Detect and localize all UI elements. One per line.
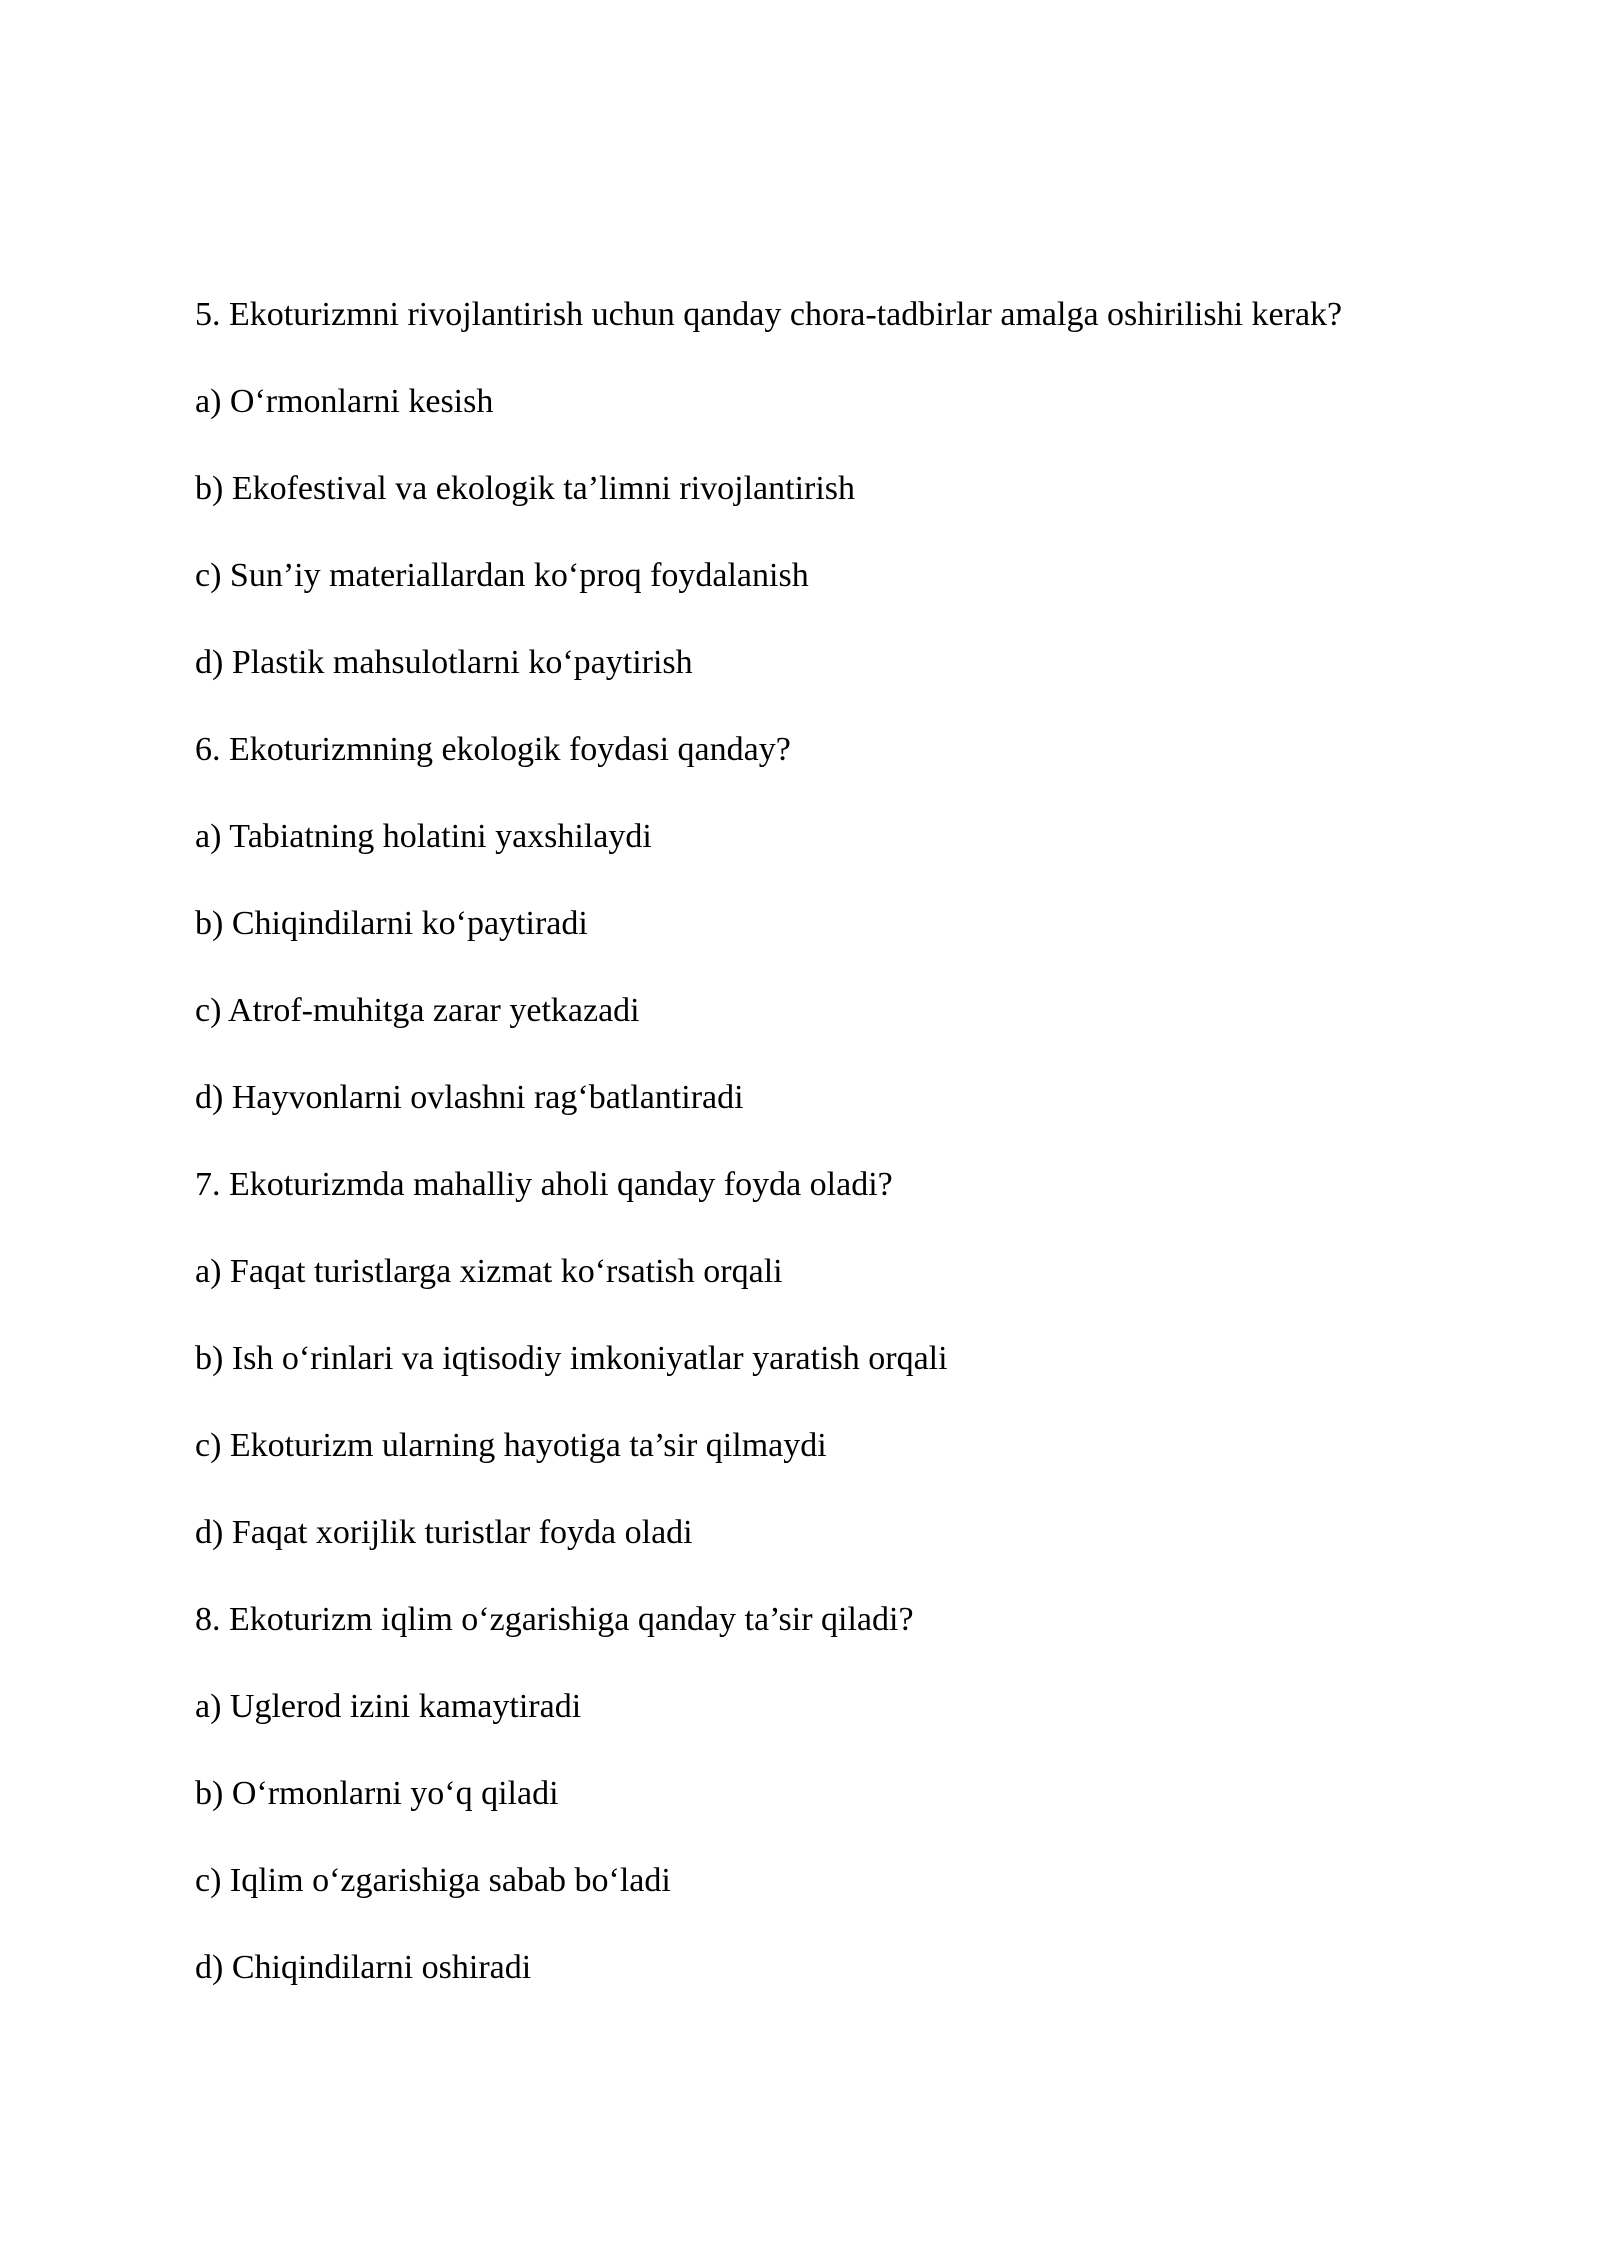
- q7-option-a: a) Faqat turistlarga xizmat ko‘rsatish orqali: [195, 1253, 783, 1290]
- spacer: [195, 957, 1413, 978]
- spacer: [195, 1218, 1413, 1239]
- q7-option-c: c) Ekoturizm ularning hayotiga ta’sir qilmaydi: [195, 1427, 827, 1464]
- spacer: [195, 609, 1413, 630]
- q6-option-c: c) Atrof-muhitga zarar yetkazadi: [195, 992, 640, 1029]
- q8-option-c: c) Iqlim o‘zgarishiga sabab bo‘ladi: [195, 1862, 671, 1899]
- spacer: [195, 348, 1413, 369]
- spacer: [195, 1740, 1413, 1761]
- q6-option-d: d) Hayvonlarni ovlashni rag‘batlantiradi: [195, 1079, 744, 1116]
- spacer: [195, 1653, 1413, 1674]
- spacer: [195, 1479, 1413, 1500]
- q8-option-b: b) O‘rmonlarni yo‘q qiladi: [195, 1775, 559, 1812]
- q7-option-d: d) Faqat xorijlik turistlar foyda oladi: [195, 1514, 693, 1551]
- question-8: 8. Ekoturizm iqlim o‘zgarishiga qanday ta’sir qiladi?: [195, 1601, 914, 1638]
- q6-option-b: b) Chiqindilarni ko‘paytiradi: [195, 905, 588, 942]
- spacer: [195, 1827, 1413, 1848]
- q5-option-a: a) O‘rmonlarni kesish: [195, 383, 494, 420]
- spacer: [195, 1131, 1413, 1152]
- q5-option-d: d) Plastik mahsulotlarni ko‘paytirish: [195, 644, 693, 681]
- spacer: [195, 1044, 1413, 1065]
- q8-option-d: d) Chiqindilarni oshiradi: [195, 1949, 532, 1986]
- spacer: [195, 522, 1413, 543]
- document-page: [195, 282, 1413, 2001]
- spacer: [195, 435, 1413, 456]
- spacer: [195, 1392, 1413, 1413]
- q5-option-b: b) Ekofestival va ekologik ta’limni rivojlantirish: [195, 470, 856, 507]
- q5-option-c: c) Sun’iy materiallardan ko‘proq foydalanish: [195, 557, 809, 594]
- question-7: 7. Ekoturizmda mahalliy aholi qanday foyda oladi?: [195, 1166, 893, 1203]
- question-5: 5. Ekoturizmni rivojlantirish uchun qanday chora-tadbirlar amalga oshirilishi kerak?: [195, 296, 1343, 333]
- spacer: [195, 1566, 1413, 1587]
- spacer: [195, 783, 1413, 804]
- spacer: [195, 870, 1413, 891]
- spacer: [195, 696, 1413, 717]
- q7-option-b: b) Ish o‘rinlari va iqtisodiy imkoniyatlar yaratish orqali: [195, 1340, 948, 1377]
- question-6: 6. Ekoturizmning ekologik foydasi qanday?: [195, 731, 791, 768]
- spacer: [195, 1305, 1413, 1326]
- q6-option-a: a) Tabiatning holatini yaxshilaydi: [195, 818, 652, 855]
- spacer: [195, 1914, 1413, 1935]
- q8-option-a: a) Uglerod izini kamaytiradi: [195, 1688, 582, 1725]
